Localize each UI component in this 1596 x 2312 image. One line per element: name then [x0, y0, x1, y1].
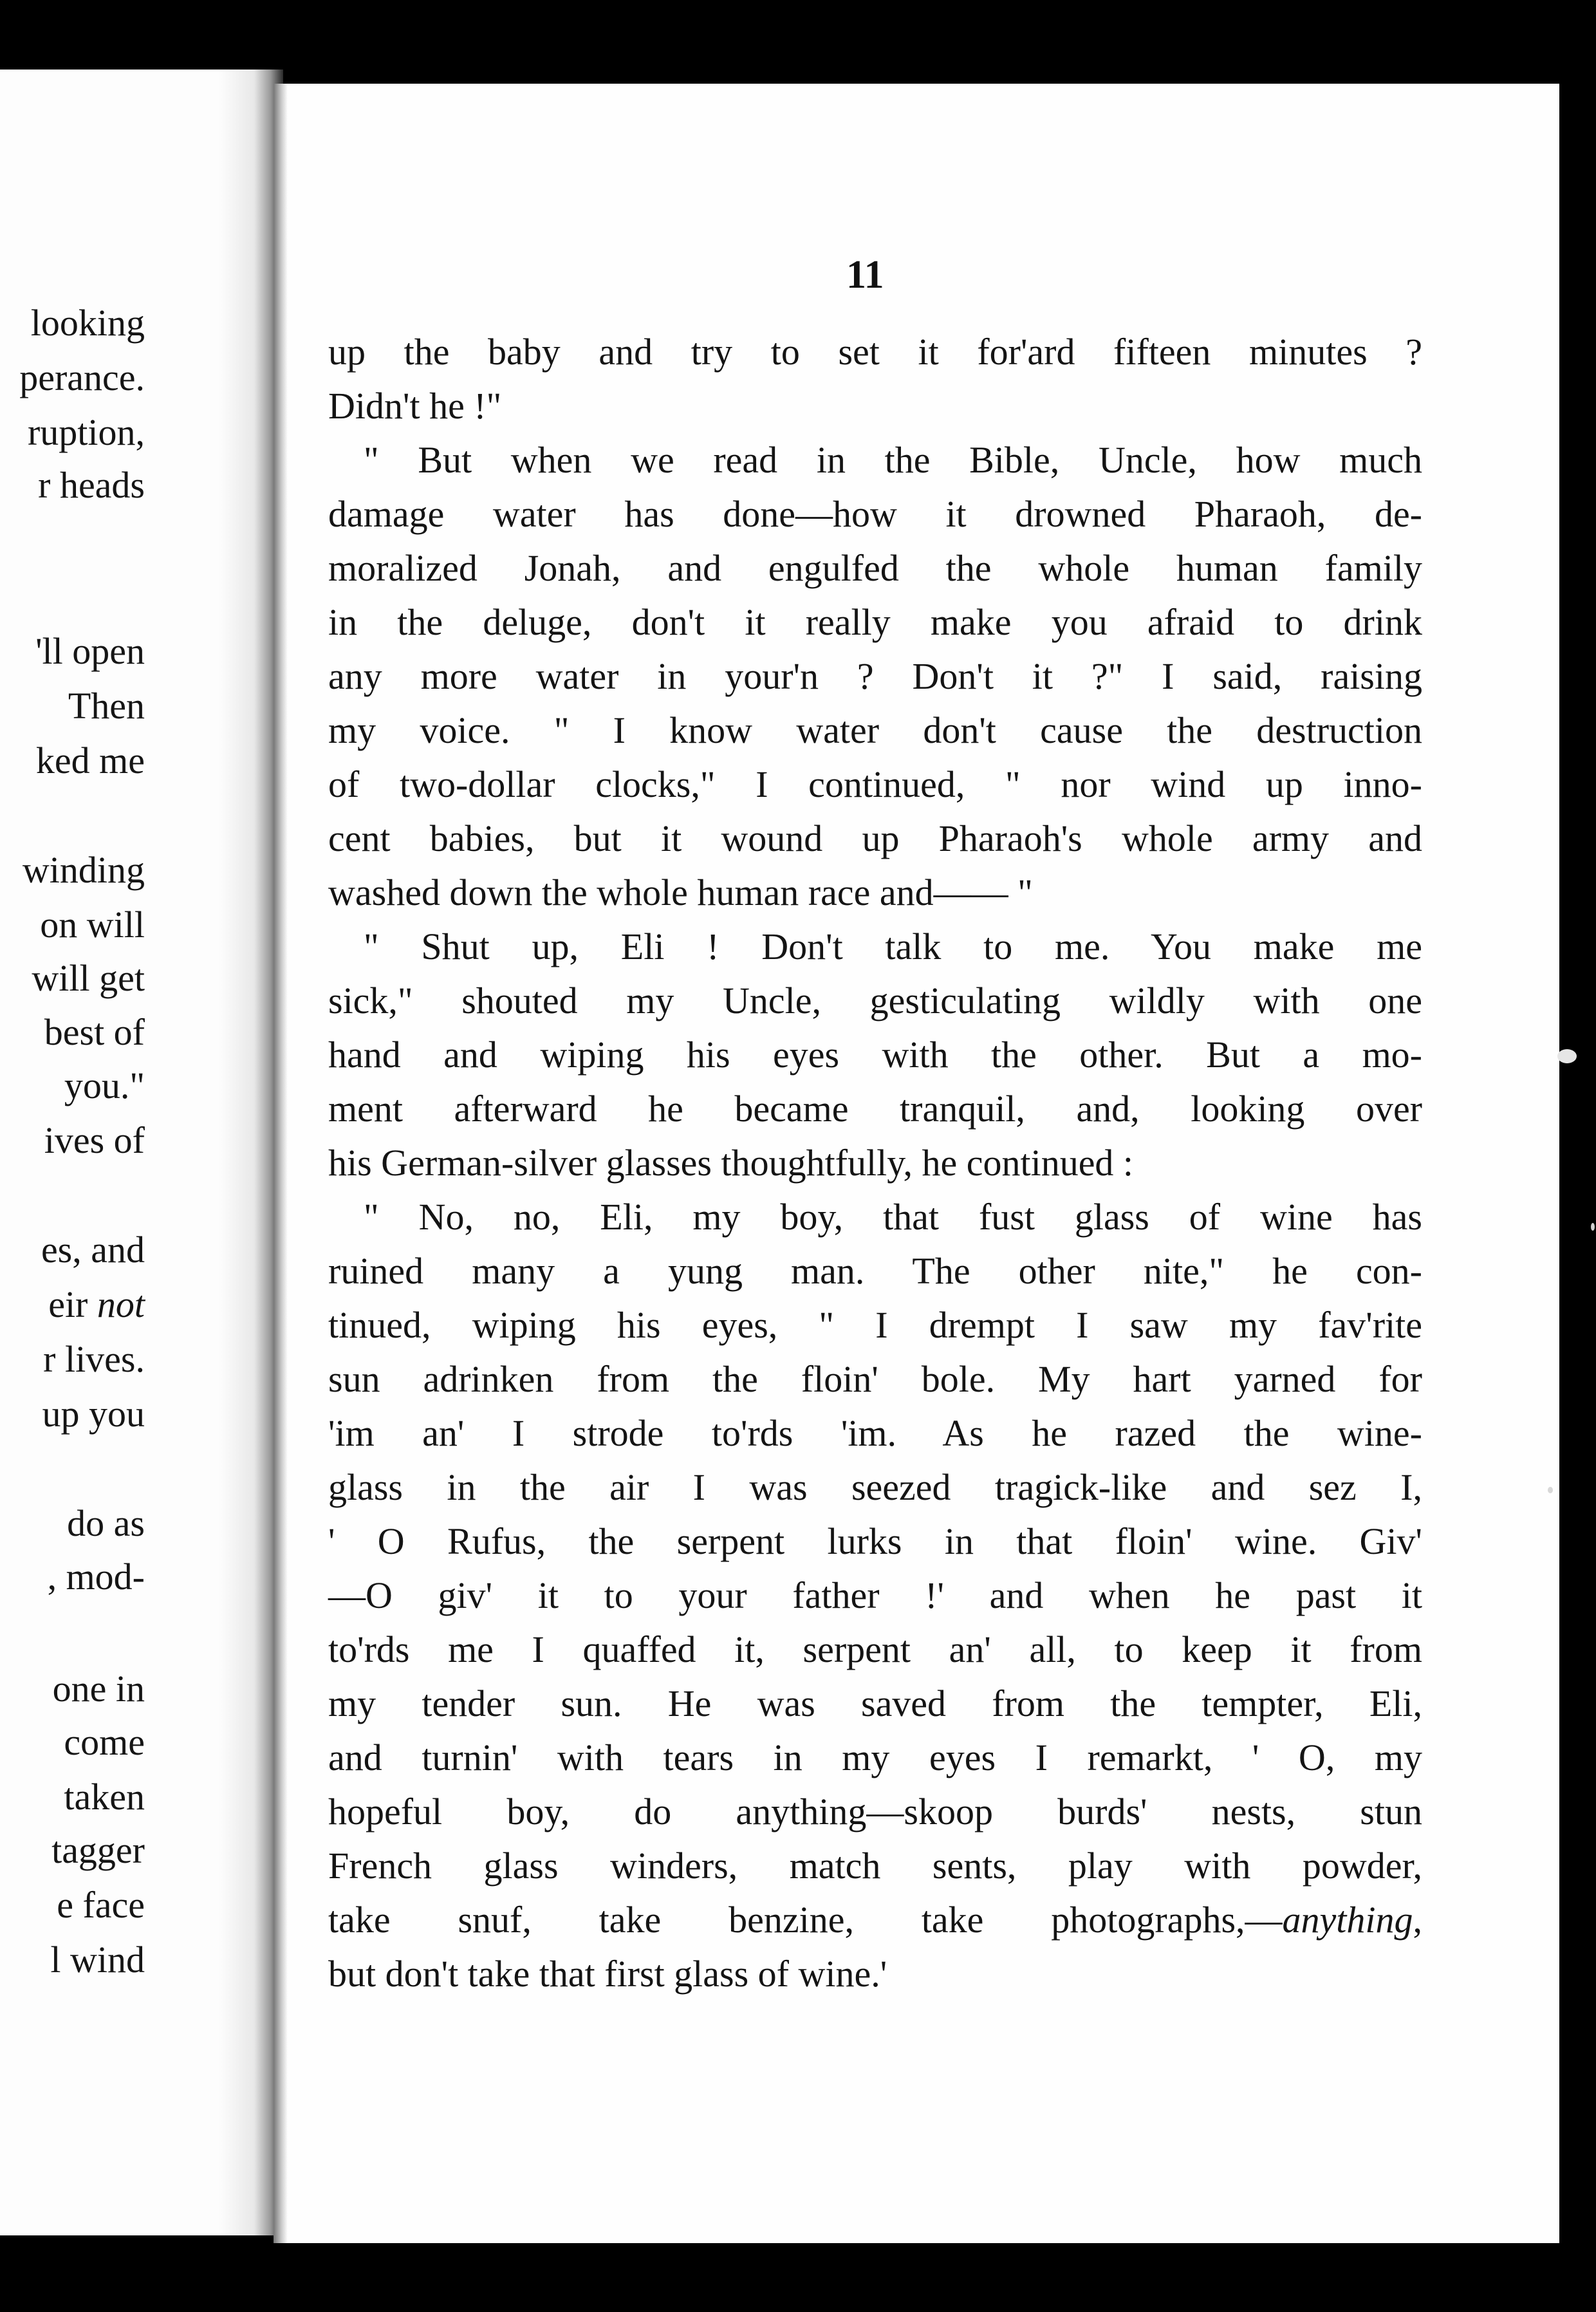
text-line: take snuf, take benzine, take photographs,—anything, — [328, 1899, 1422, 1941]
text-line: my voice. " I know water don't cause the destruction — [328, 709, 1422, 751]
text-line: and turnin' with tears in my eyes I remarkt, ' O, my — [328, 1737, 1422, 1778]
left-page-line: taken — [64, 1776, 145, 1818]
text-line: up the baby and try to set it for'ard fifteen minutes ? — [328, 331, 1422, 373]
left-page-line: will get — [32, 957, 145, 999]
left-page-line: you." — [64, 1065, 145, 1106]
left-page-line: , mod- — [47, 1556, 145, 1598]
text-line: 'im an' I strode to'rds 'im. As he razed the wine- — [328, 1412, 1422, 1454]
text-line: " Shut up, Eli ! Don't talk to me. You make me — [364, 926, 1422, 967]
left-page-line: ives of — [44, 1119, 145, 1161]
text-line: but don't take that first glass of wine.' — [328, 1953, 887, 1995]
text-line: " No, no, Eli, my boy, that fust glass of wine has — [364, 1196, 1422, 1238]
page-number: 11 — [846, 253, 884, 297]
text-line: —O giv' it to your father !' and when he past it — [328, 1574, 1422, 1616]
scan-artifact — [1548, 1487, 1553, 1493]
text-line: French glass winders, match sents, play with powder, — [328, 1845, 1422, 1887]
left-page-line: ked me — [35, 740, 145, 781]
left-page-line: on will — [40, 904, 145, 946]
left-page-line: up you — [42, 1393, 145, 1435]
left-page-line: r lives. — [43, 1338, 145, 1380]
left-page-line: e face — [57, 1884, 145, 1926]
text-line: cent babies, but it wound up Pharaoh's whole army and — [328, 817, 1422, 859]
left-page-line: 'll open — [35, 630, 145, 672]
text-line: washed down the whole human race and—— " — [328, 872, 1033, 913]
text-line: to'rds me I quaffed it, serpent an' all, to keep it from — [328, 1628, 1422, 1670]
text-line: tinued, wiping his eyes, " I drempt I saw my fav'rite — [328, 1304, 1422, 1346]
text-line: ment afterward he became tranquil, and, looking over — [328, 1088, 1422, 1130]
left-page-line: eir not — [48, 1283, 145, 1325]
text-line: moralized Jonah, and engulfed the whole human family — [328, 547, 1422, 589]
text-line: glass in the air I was seezed tragick-like and sez I, — [328, 1466, 1422, 1508]
text-line: " But when we read in the Bible, Uncle, how much — [364, 439, 1422, 481]
left-page-line: ruption, — [27, 411, 145, 453]
text-line: any more water in your'n ? Don't it ?" I said, raising — [328, 655, 1422, 697]
text-line: my tender sun. He was saved from the tempter, Eli, — [328, 1683, 1422, 1724]
left-page-line: looking — [30, 302, 145, 344]
scan-artifact — [1591, 1223, 1595, 1231]
left-page-line: best of — [44, 1011, 145, 1053]
left-page-line: winding — [22, 849, 145, 891]
text-line: his German-silver glasses thoughtfully, he continued : — [328, 1142, 1134, 1184]
scan-artifact — [1557, 1049, 1577, 1063]
left-page-line: l wind — [50, 1939, 145, 1981]
right-page — [274, 84, 1559, 2243]
text-line: Didn't he !" — [328, 385, 502, 427]
text-line: in the deluge, don't it really make you afraid to drink — [328, 601, 1422, 643]
left-page-line: come — [64, 1721, 145, 1763]
text-line: hopeful boy, do anything—skoop burds' nests, stun — [328, 1791, 1422, 1832]
left-page-line: tagger — [51, 1829, 145, 1871]
body-text — [328, 325, 1422, 2001]
text-line: of two-dollar clocks," I continued, " nor wind up inno- — [328, 763, 1422, 805]
text-line: ' O Rufus, the serpent lurks in that floin' wine. Giv' — [328, 1520, 1422, 1562]
left-page-line: r heads — [38, 464, 145, 506]
left-page-line: es, and — [41, 1229, 145, 1271]
text-line: hand and wiping his eyes with the other. But a mo- — [328, 1034, 1422, 1076]
left-page-line: perance. — [19, 357, 145, 398]
text-line: sick," shouted my Uncle, gesticulating wildly with one — [328, 980, 1422, 1021]
left-page-line: Then — [68, 685, 145, 727]
left-page-line: do as — [67, 1502, 145, 1544]
text-line: sun adrinken from the floin' bole. My hart yarned for — [328, 1358, 1422, 1400]
left-page-line: one in — [52, 1668, 145, 1710]
text-line: damage water has done—how it drowned Pharaoh, de- — [328, 493, 1422, 535]
text-line: ruined many a yung man. The other nite," he con- — [328, 1250, 1422, 1292]
